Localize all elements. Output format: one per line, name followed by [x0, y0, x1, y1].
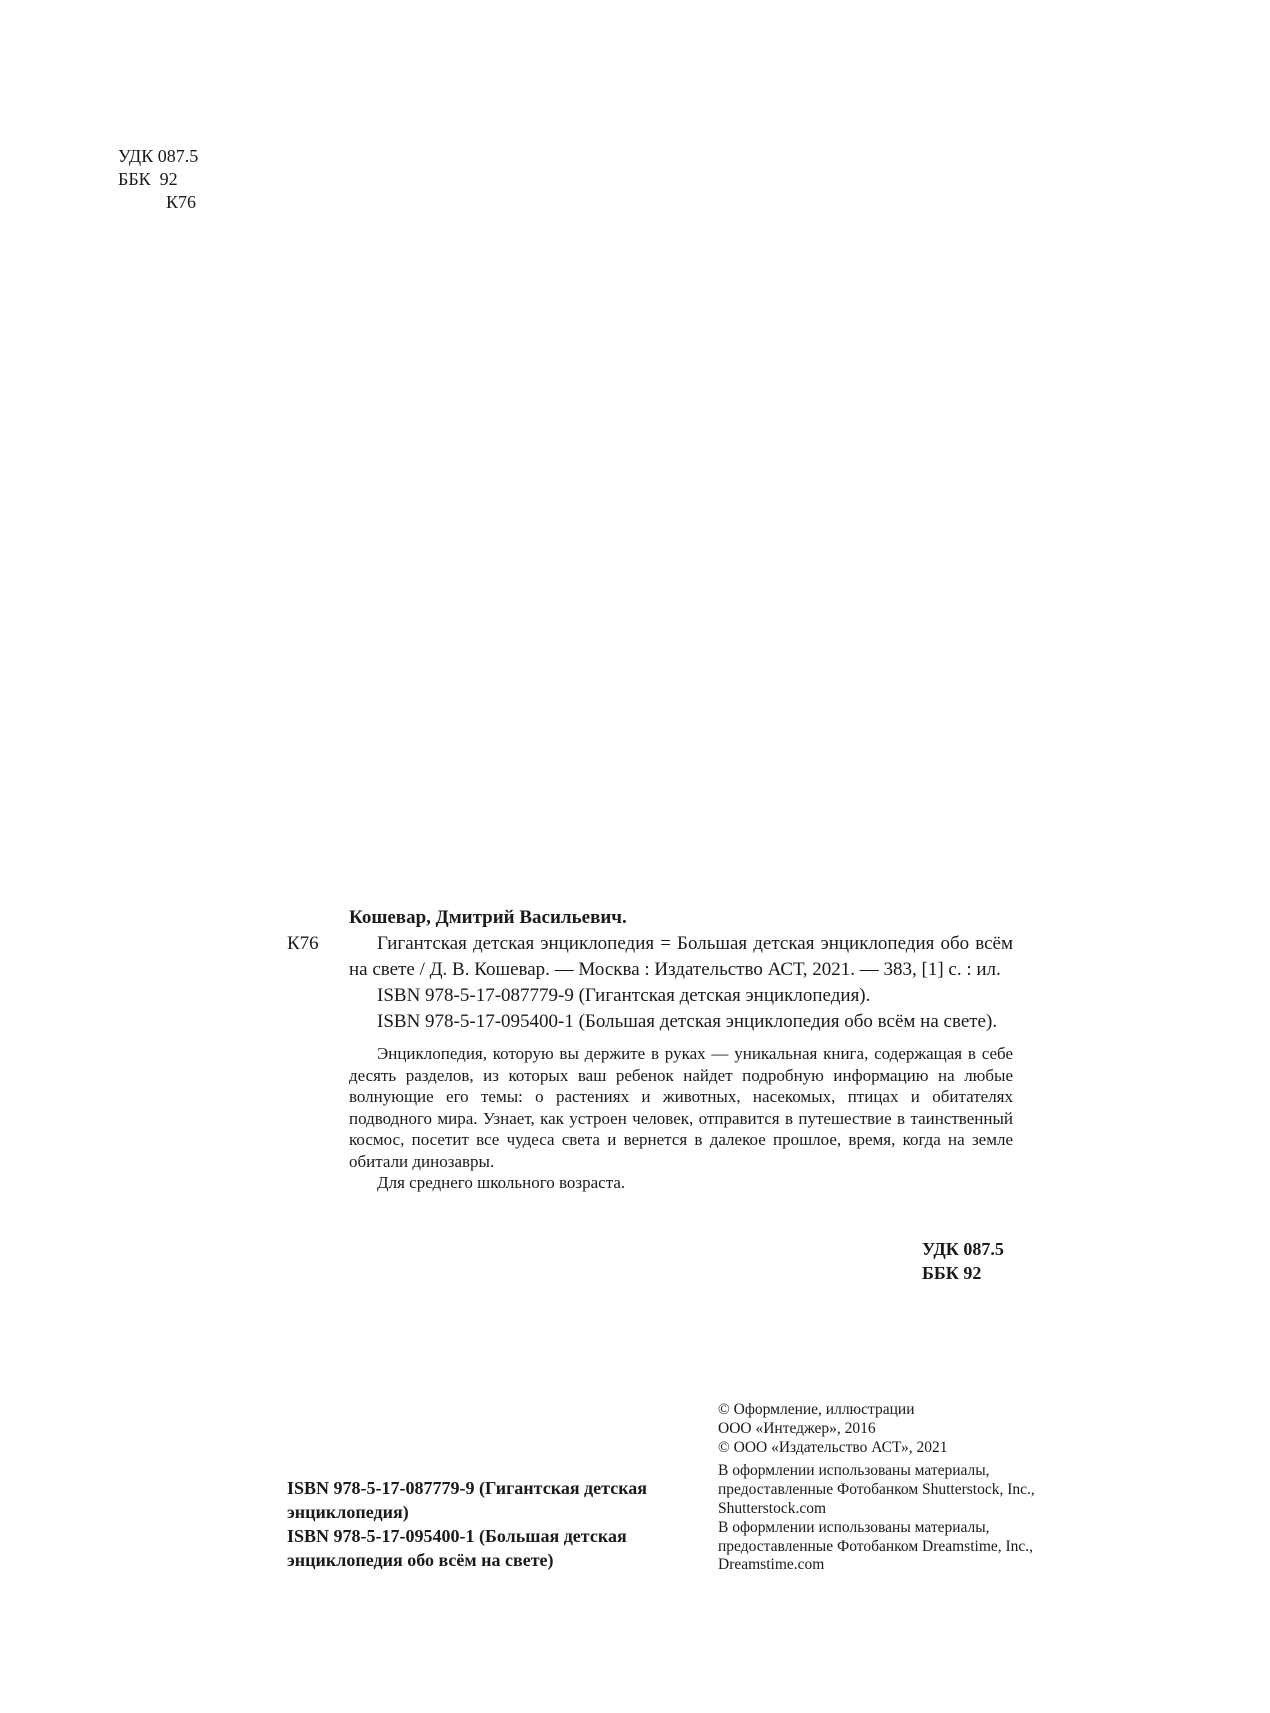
udk-bold: УДК 087.5 — [922, 1239, 1004, 1259]
record-author: Кошевар, Дмитрий Васильевич. — [349, 907, 627, 928]
materials-shutterstock: В оформлении использованы материалы, предоставленные Фотобанком Shutterstock, Inc., Shutterstock.com — [718, 1462, 1035, 1517]
bbk-code: ББК 92 — [118, 169, 178, 189]
record-age: Для среднего школьного возраста. — [377, 1173, 626, 1192]
copyright-publisher: © ООО «Издательство АСТ», 2021 — [718, 1438, 948, 1456]
classification-bold-block — [922, 1237, 1004, 1285]
bbk-bold: ББК 92 — [922, 1263, 982, 1283]
isbn-line-2: ISBN 978-5-17-095400-1 (Большая детская энциклопедия обо всём на свете) — [287, 1526, 627, 1570]
materials-dreamstime: В оформлении использованы материалы, предоставленные Фотобанком Dreamstime, Inc., Dreamstime.com — [718, 1518, 1034, 1574]
copyright-block — [718, 1401, 1038, 1575]
record-abstract: Энциклопедия, которую вы держите в руках — уникальная книга, содержащая в себе десять разделов, из которых ваш ребенок найдет подробную информацию на любые волнующие его темы: о растениях и животных, насекомых, птицах и обитателях подводного мира. Узнает, как устроен человек, отправится в путешествие в таинственный космос, посетит все чудеса света и вернется в далекое прошлое, время, когда на земле обитали динозавры. — [349, 1044, 1013, 1171]
record-title: Гигантская детская энциклопедия = Большая детская энциклопедия обо всём на свете / Д. В. Кошевар. — Москва : Издательство АСТ, 2021. — 383, [1] с. : ил. — [349, 933, 1013, 980]
isbn-line-1: ISBN 978-5-17-087779-9 (Гигантская детская энциклопедия) — [287, 1478, 648, 1522]
classification-block — [118, 145, 198, 214]
copyright-design-holder: ООО «Интеджер», 2016 — [718, 1419, 876, 1437]
record-isbn-1: ISBN 978-5-17-087779-9 (Гигантская детская энциклопедия). — [377, 985, 871, 1006]
author-sign: К76 — [166, 192, 197, 212]
record-isbn-2: ISBN 978-5-17-095400-1 (Большая детская энциклопедия обо всём на свете). — [377, 1011, 998, 1032]
bibliographic-record — [287, 905, 1013, 1194]
isbn-block — [287, 1476, 687, 1572]
udk-code: УДК 087.5 — [118, 146, 199, 166]
record-author-sign: К76 — [287, 933, 319, 954]
copyright-design: © Оформление, иллюстрации — [718, 1401, 915, 1418]
